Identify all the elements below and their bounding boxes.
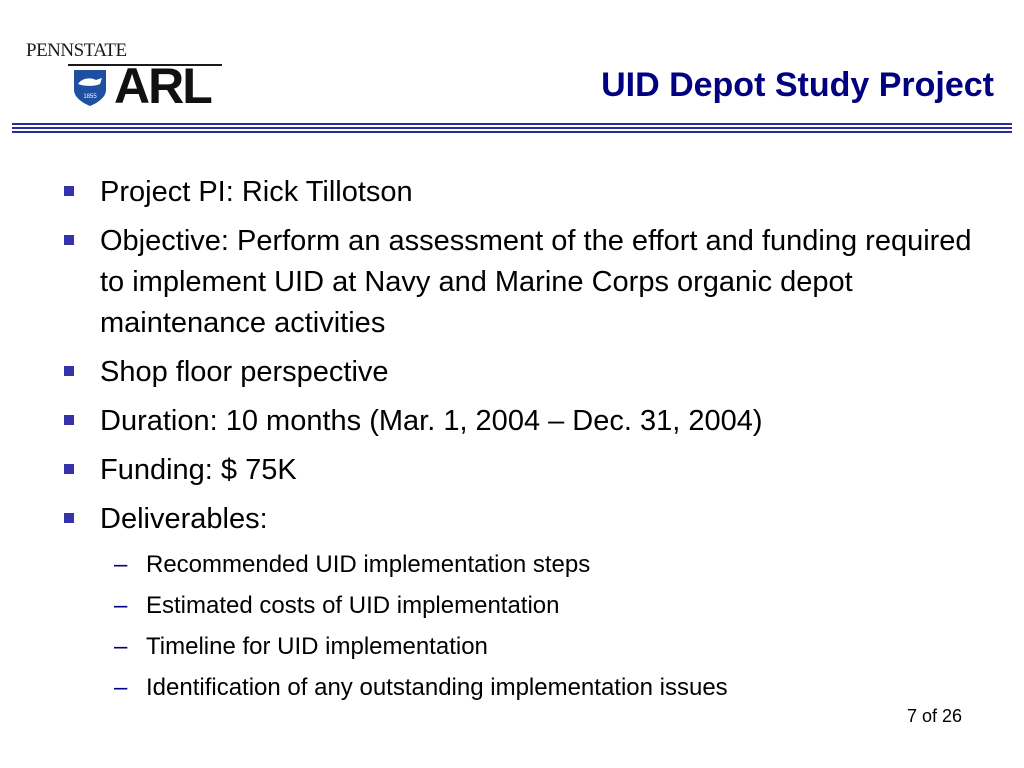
square-bullet-icon <box>64 235 74 245</box>
page-number: 7 of 26 <box>906 706 962 726</box>
dash-bullet: – <box>114 551 128 578</box>
bullet-project-pi <box>62 172 982 213</box>
logo-shield-year: 1855 <box>83 94 97 100</box>
bullet-text: Project PI: Rick Tillotson <box>100 176 413 208</box>
title-rule-2 <box>12 127 1012 129</box>
sub-bullet-text: Identification of any outstanding implementation issues <box>146 674 728 701</box>
bullet-text: Objective: Perform an assessment of the effort and funding required to implement UID at Navy and Marine Corps organic depot maintenance activities <box>100 225 972 339</box>
logo-arl-text: ARL <box>114 58 211 114</box>
pennstate-arl-logo <box>22 38 232 114</box>
title-rule-3 <box>12 131 1012 133</box>
bullet-text: Duration: 10 months (Mar. 1, 2004 – Dec. 31, 2004) <box>100 405 763 437</box>
bullet-text: Shop floor perspective <box>100 356 389 388</box>
square-bullet-icon <box>64 366 74 376</box>
sub-bullet-steps <box>62 548 982 581</box>
bullet-objective <box>62 221 982 344</box>
sub-bullet-timeline <box>62 630 982 663</box>
dash-bullet: – <box>114 674 128 701</box>
bullet-text: Deliverables: <box>100 503 268 535</box>
dash-bullet: – <box>114 633 128 660</box>
bullet-funding <box>62 450 982 491</box>
sub-bullet-issues <box>62 671 982 704</box>
slide-title: UID Depot Study Project <box>601 66 994 104</box>
square-bullet-icon <box>64 415 74 425</box>
nittany-lion-shield-icon <box>72 68 108 108</box>
square-bullet-icon <box>64 464 74 474</box>
bullet-shop-floor <box>62 352 982 393</box>
dash-bullet: – <box>114 592 128 619</box>
sub-bullet-text: Timeline for UID implementation <box>146 633 488 660</box>
bullet-duration <box>62 401 982 442</box>
sub-bullet-costs <box>62 589 982 622</box>
sub-bullet-text: Recommended UID implementation steps <box>146 551 591 578</box>
slide-body <box>62 172 982 712</box>
logo-pennstate-text: PENNSTATE <box>26 40 127 61</box>
square-bullet-icon <box>64 513 74 523</box>
title-rule-1 <box>12 123 1012 125</box>
bullet-text: Funding: $ 75K <box>100 454 297 486</box>
bullet-deliverables <box>62 499 982 540</box>
square-bullet-icon <box>64 186 74 196</box>
sub-bullet-text: Estimated costs of UID implementation <box>146 592 560 619</box>
